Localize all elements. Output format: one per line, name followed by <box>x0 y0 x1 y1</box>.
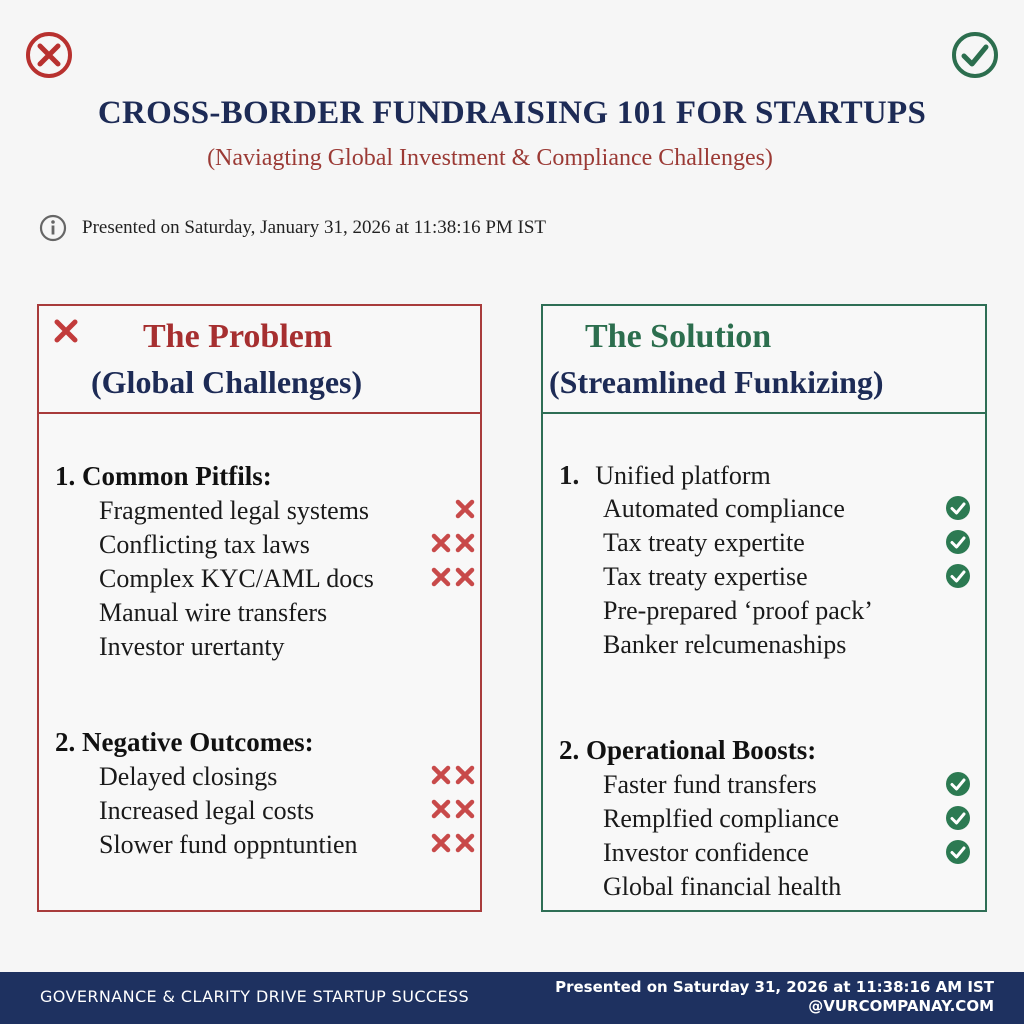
check-circle <box>945 563 971 589</box>
check-circle-icon <box>945 529 971 555</box>
circle-x-icon <box>24 30 74 80</box>
solution-item <box>559 492 979 526</box>
check-circle <box>945 771 971 797</box>
x-mark-icon <box>429 831 453 855</box>
presented-text: Presented on Saturday, January 31, 2026 at 11:38:16 PM IST <box>82 217 547 238</box>
x-mark-icon <box>453 497 477 521</box>
check-circle <box>945 495 971 521</box>
problem-subtitle: (Global Challenges) <box>91 364 363 400</box>
solution-item <box>559 526 979 560</box>
solution-item-text: Global financial health <box>603 872 842 901</box>
info-icon <box>38 213 68 243</box>
solution-panel <box>541 304 987 912</box>
x-mark-icon <box>453 531 477 555</box>
solution-section <box>559 732 979 904</box>
solution-item-text: Tax treaty expertise <box>603 562 808 591</box>
problem-item <box>55 528 475 562</box>
check-circle-icon <box>945 805 971 831</box>
footer-tagline: GOVERNANCE & CLARITY DRIVE STARTUP SUCCESS <box>40 987 470 1006</box>
solution-item <box>559 836 979 870</box>
footer-info <box>555 978 994 1016</box>
problem-item-text: Increased legal costs <box>99 796 315 825</box>
solution-item-text: Remplfied compliance <box>603 804 840 833</box>
x-marks <box>429 763 477 787</box>
problem-section <box>55 724 475 862</box>
footer-bar <box>0 972 1024 1024</box>
problem-item <box>55 630 475 664</box>
check-circle-icon <box>945 839 971 865</box>
x-mark-icon <box>453 797 477 821</box>
solution-item-text: Pre-prepared ‘proof pack’ <box>603 596 873 625</box>
problem-item-text: Manual wire transfers <box>99 598 328 627</box>
check-circle-icon <box>945 495 971 521</box>
x-icon <box>51 316 81 346</box>
solution-subtitle: (Streamlined Funkizing) <box>549 364 884 400</box>
problem-item-text: Fragmented legal systems <box>99 496 370 525</box>
problem-title: The Problem <box>143 318 333 355</box>
problem-item <box>55 494 475 528</box>
x-marks <box>453 497 477 521</box>
solution-item-text: Unified platform <box>595 461 771 490</box>
problem-item-text: Conflicting tax laws <box>99 530 310 559</box>
x-marks <box>429 831 477 855</box>
problem-item <box>55 794 475 828</box>
check-circle <box>945 805 971 831</box>
problem-item-text: Complex KYC/AML docs <box>99 564 374 593</box>
problem-item-text: Slower fund oppntuntien <box>99 830 358 859</box>
solution-section-heading: 2. Operational Boosts: <box>559 735 817 765</box>
solution-item-text: Automated compliance <box>603 494 845 523</box>
problem-item-text: Delayed closings <box>99 762 278 791</box>
page-subtitle: (Naviagting Global Investment & Compliance Challenges) <box>207 145 773 171</box>
solution-item-text: Banker relcumenaships <box>603 630 847 659</box>
footer-website: @VURCOMPANAY.COM <box>808 997 994 1015</box>
x-mark-icon <box>453 763 477 787</box>
solution-item <box>559 870 979 904</box>
solution-title: The Solution <box>585 318 772 355</box>
solution-item <box>559 802 979 836</box>
x-mark-icon <box>453 565 477 589</box>
x-mark-icon <box>429 763 453 787</box>
problem-panel <box>37 304 482 912</box>
solution-item <box>559 628 979 662</box>
solution-item <box>559 458 979 492</box>
problem-item-text: Investor urertanty <box>99 632 285 661</box>
check-circle-icon <box>945 771 971 797</box>
solution-section-number: 1. <box>559 460 580 490</box>
circle-check-icon <box>950 30 1000 80</box>
x-mark-icon <box>429 565 453 589</box>
problem-item <box>55 562 475 596</box>
problem-section-heading: 2. Negative Outcomes: <box>55 727 314 757</box>
solution-section <box>559 458 979 662</box>
solution-item-text: Tax treaty expertite <box>603 528 805 557</box>
x-mark-icon <box>453 831 477 855</box>
check-circle <box>945 839 971 865</box>
footer-presented: Presented on Saturday 31, 2026 at 11:38:16 AM IST <box>555 978 994 996</box>
x-marks <box>429 565 477 589</box>
problem-section <box>55 458 475 664</box>
problem-header <box>39 306 480 414</box>
x-marks <box>429 531 477 555</box>
problem-item <box>55 596 475 630</box>
solution-item <box>559 768 979 802</box>
x-mark-icon <box>429 797 453 821</box>
x-mark-icon <box>429 531 453 555</box>
problem-item <box>55 760 475 794</box>
solution-item-text: Investor confidence <box>603 838 809 867</box>
x-marks <box>429 797 477 821</box>
page-title: CROSS-BORDER FUNDRAISING 101 FOR STARTUPS <box>97 95 927 131</box>
check-circle <box>945 529 971 555</box>
solution-item <box>559 594 979 628</box>
solution-header <box>543 306 985 414</box>
presented-line <box>38 213 546 243</box>
check-circle-icon <box>945 563 971 589</box>
solution-item <box>559 560 979 594</box>
problem-section-heading: 1. Common Pitfils: <box>55 461 272 491</box>
problem-item <box>55 828 475 862</box>
solution-item-text: Faster fund transfers <box>603 770 817 799</box>
